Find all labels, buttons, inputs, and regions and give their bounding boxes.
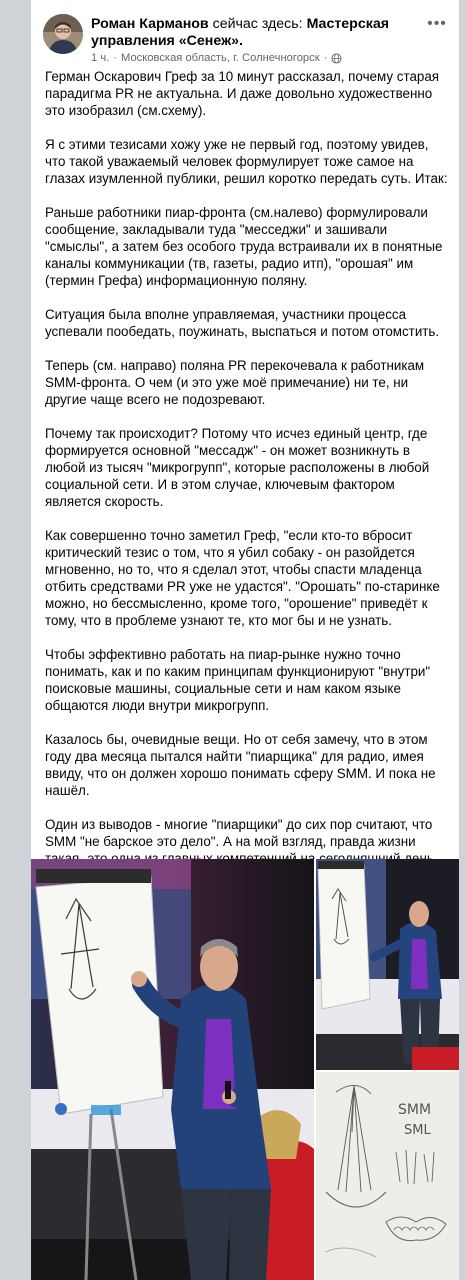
photo-speaker-wide [316,859,459,1070]
photo-right-top[interactable] [316,859,459,1070]
post-location[interactable]: Московская область, г. Солнечногорск [121,52,320,64]
author-line [91,16,421,50]
paragraph-6: Почему так происходит? Потому что исчез единый центр, где формируется основной "мессадж" - он может возникнуть в любой из тысяч "микрогрупп", которые расположены в любой социальной сети. И в этом случае, ключевым фактором является скорость. [45,426,430,509]
photo-speaker-flipchart [31,859,314,1280]
post-card [31,0,459,1280]
paragraph-9: Казалось бы, очевидные вещи. Но от себя замечу, что в этом году два месяца пытался найти "пиарщика" для радио, имея ввиду, что он должен хорошо понимать сферу SMM. И пока не нашёл. [45,732,436,798]
paragraph-3: Раньше работники пиар-фронта (см.налево) формулировали сообщение, закладывали туда "месседжи" и зашивали "смыслы", а затем без особого труда встраивали их в понятные каналы коммуникации (тв, газеты, радио итп), "орошая" им (термин Грефа) информационную поляну. [45,205,443,288]
paragraph-10: Один из выводов - многие "пиарщики" до сих пор считают, что SMM "не барское это дело". А на мой взгляд, правда жизни [45,817,433,849]
meta-separator: · [113,52,118,64]
paragraph-4: Ситуация была вполне управляемая, участники процесса успевали пообедать, поужинать, выспаться и потом отомстить. [45,307,440,339]
post-meta [91,52,342,64]
post-header [31,8,459,64]
globe-icon[interactable] [331,53,342,64]
paragraph-1: Герман Оскарович Греф за 10 минут рассказал, почему старая парадигма PR не актуальна. И даже довольно художественно это изобразил (см.схему). [45,69,440,118]
checkin-place[interactable]: Мастерская управления «Сенеж». [91,16,389,49]
paragraph-2: Я с этими тезисами хожу уже не первый год, поэтому увидев, что такой уважаемый человек формулирует тоже самое на глазах изумленной публики, решил коротко передать суть. Итак: [45,137,448,186]
photo-right-bottom[interactable] [316,1072,459,1280]
author-status: сейчас здесь: [208,16,307,32]
paragraph-5: Теперь (см. направо) поляна PR перекочевала к работникам SMM-фронта. О чем (и это уже моё примечание) ни те, ни другие чаще всего не подозревают. [45,358,425,407]
sketch-label-smm: SMM [398,1102,432,1118]
photo-sketch-closeup [316,1072,459,1280]
more-options-button[interactable] [425,14,449,34]
post-time[interactable]: 1 ч. [91,52,110,64]
meta-separator-2: · [323,52,328,64]
paragraph-7: Как совершенно точно заметил Греф, "если кто-то вбросит критический тезис о том, что я убил собаку - он разойдется мгновенно, но то, что я сделал этот, чтобы спасти младенца отбить средствами PR уже не удастся". "Орошать" по-старинке можно, но бессмысленно, кроме того, "орошение" приведёт к тому, что в проблеме узнают те, кто мог бы и не узнать. [45,528,440,628]
photo-grid [31,859,459,1280]
post-text [45,68,449,986]
avatar[interactable] [43,14,83,54]
sketch-label-sml: SML [404,1123,431,1138]
more-options-icon: ••• [427,15,447,32]
photo-main[interactable] [31,859,314,1280]
avatar-image [43,14,83,54]
paragraph-8: Чтобы эффективно работать на пиар-рынке нужно точно понимать, как и по каким принципам функционируют "внутри" поисковые машины, социальные сети и нам каком языке общаются люди внутри микрогрупп. [45,647,431,713]
author-name[interactable]: Роман Карманов [91,16,209,32]
